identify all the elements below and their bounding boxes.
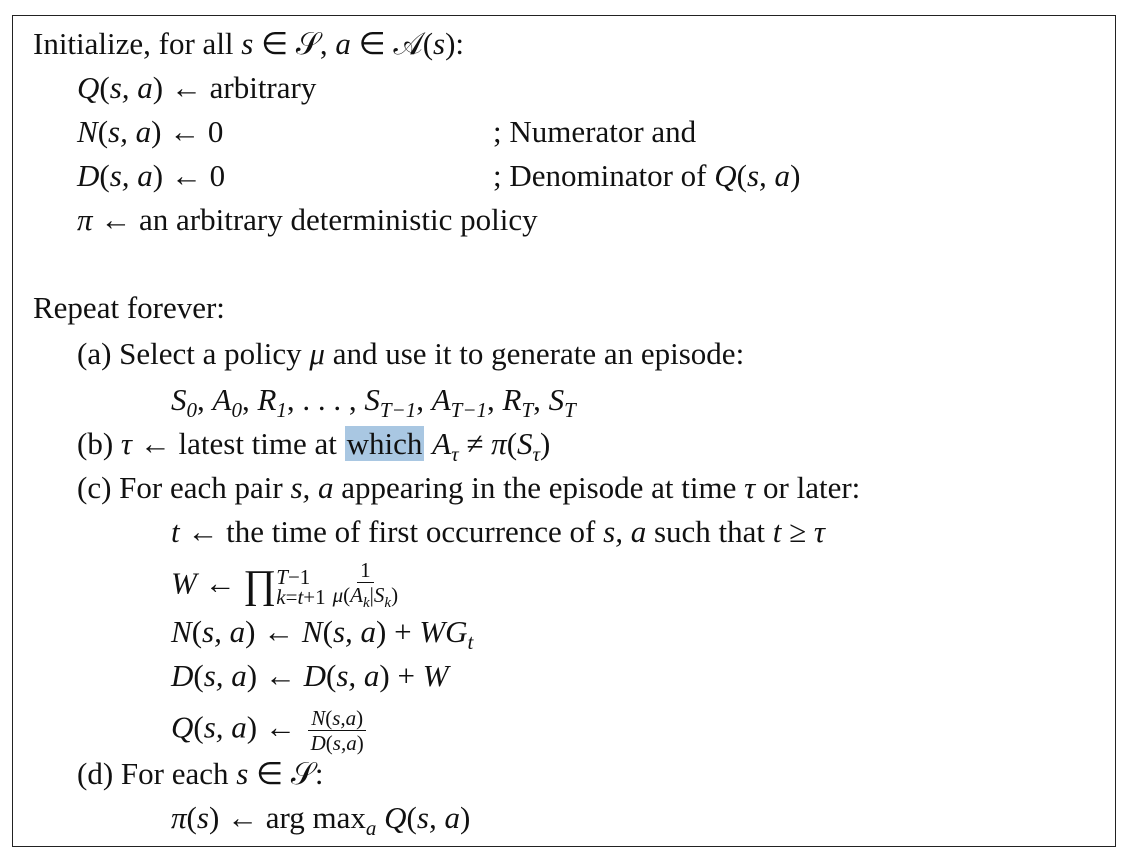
step-c-w: W ← ∏ T−1 k=t+1 $\frac{1}{\mu(A_k|S_k)}$ <box>171 558 399 612</box>
step-a: (a) Select a policy μ and use it to generate an episode: <box>77 336 745 371</box>
step-b: (b) τ ← latest time at which $A_\tau \ne \pi(S_\tau)$ <box>77 426 551 466</box>
step-c-t: t ← the time of first occurrence of s, a such that t ≥ τ <box>171 514 826 549</box>
repeat-header: Repeat forever: <box>33 290 225 325</box>
step-d: (d) For each s ∈ 𝒮: <box>77 756 324 791</box>
init-q: Q(s, a) ← arbitrary <box>77 70 317 105</box>
init-n-comment: ; Numerator and <box>493 114 697 149</box>
step-c: (c) For each pair s, a appearing in the episode at time τ or later: <box>77 470 861 505</box>
init-d-comment: ; Denominator of Q(s, a) <box>493 158 801 193</box>
highlighted-word: which <box>346 426 423 461</box>
step-a-episode: $S_0$, $A_0$, $R_1$, . . . , $S_{T-1}$, $A_{T-1}$, $R_T$, $S_T$ <box>171 382 576 422</box>
step-c-d: D(s, a) ← D(s, a) + W <box>171 658 449 693</box>
step-d-pi: π(s) ← arg $\max_a Q(s$, a) <box>171 800 471 840</box>
init-n: N(s, a) ← 0 <box>77 114 224 149</box>
algorithm-box <box>12 15 1116 847</box>
init-header: Initialize, for all s ∈ 𝒮, a ∈ 𝒜(s): <box>33 26 465 61</box>
init-pi: π ← an arbitrary deterministic policy <box>77 202 538 237</box>
init-d: D(s, a) ← 0 <box>77 158 226 193</box>
step-c-q: Q(s, a) ← $\frac{N(s,a)}{D(s,a)}$ <box>171 706 371 755</box>
step-c-n: N(s, a) ← N(s, $a) + WG_t$ <box>171 614 474 654</box>
